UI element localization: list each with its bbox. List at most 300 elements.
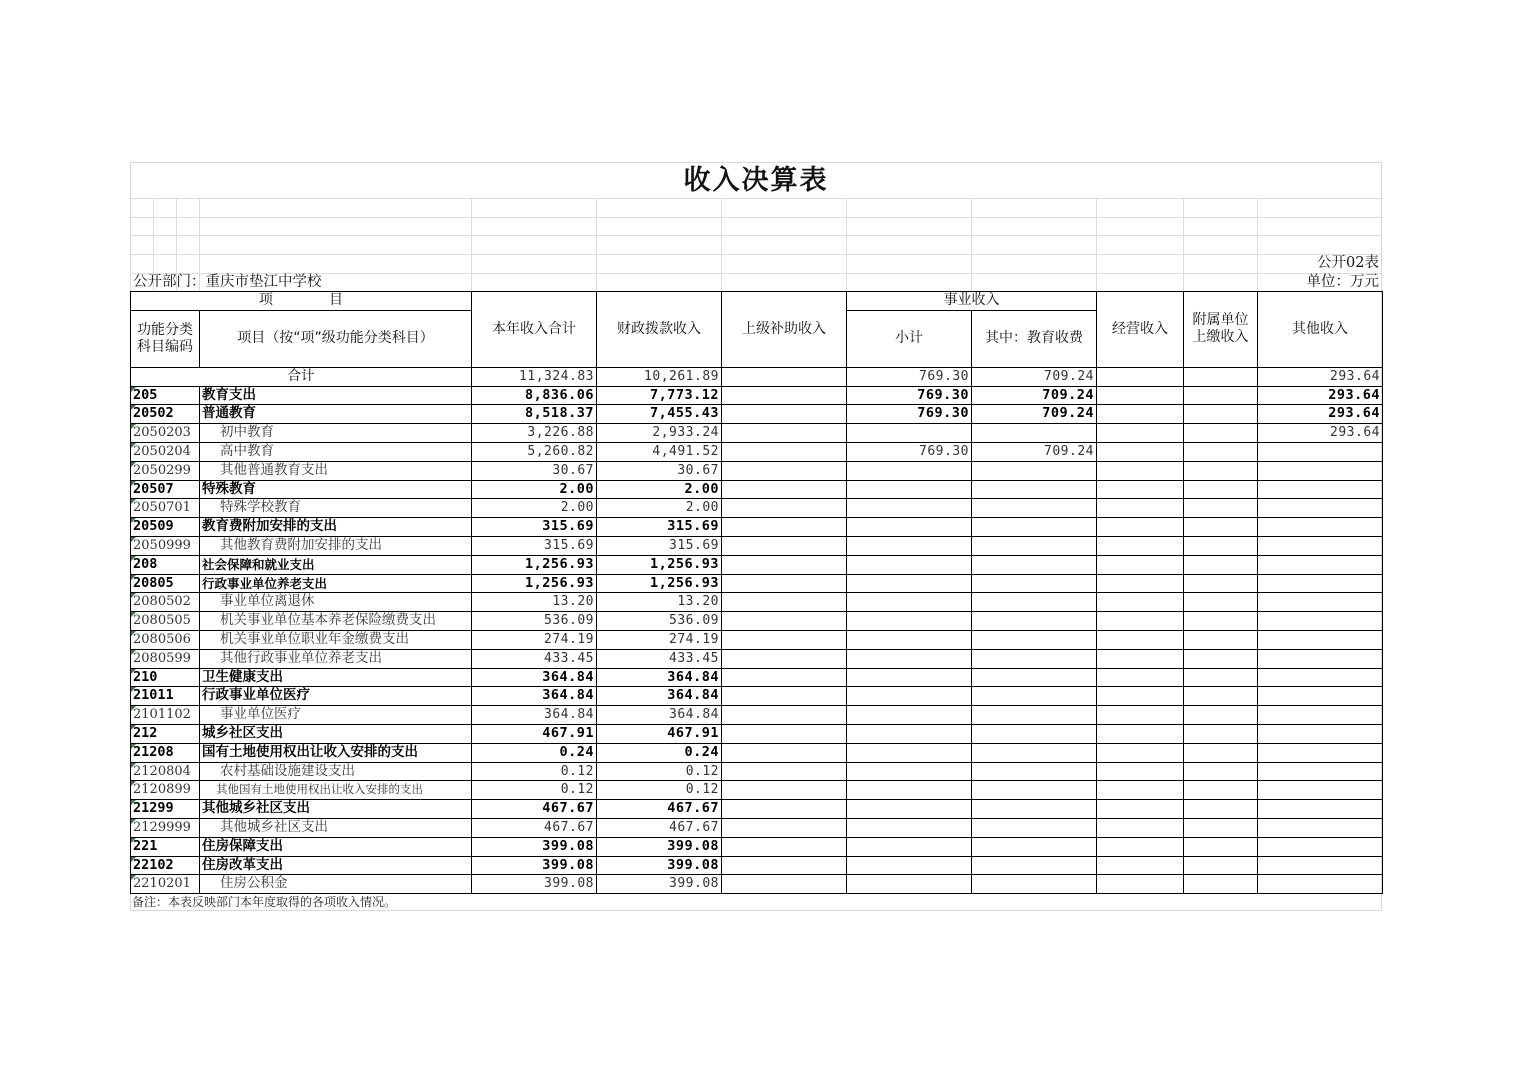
row-code: 2120804 [131,762,200,781]
row-affiliated [1184,837,1258,856]
income-table [130,291,1383,894]
row-other: 293.64 [1258,405,1383,424]
row-operating [1097,649,1184,668]
header-business: 事业收入 [847,292,1097,311]
table-row [131,424,1383,443]
row-affiliated [1184,649,1258,668]
row-name: 行政事业单位养老支出 [200,574,472,593]
row-other: 293.64 [1258,424,1383,443]
row-edu-fee [972,668,1097,687]
row-edu-fee [972,593,1097,612]
row-affiliated [1184,405,1258,424]
row-upper [722,499,847,518]
row-operating [1097,518,1184,537]
row-affiliated [1184,424,1258,443]
row-affiliated [1184,518,1258,537]
header-subtotal: 小计 [847,310,972,367]
row-total: 364.84 [472,668,597,687]
row-upper [722,875,847,894]
row-upper [722,480,847,499]
row-fiscal: 433.45 [597,649,722,668]
row-total: 364.84 [472,687,597,706]
row-upper [722,837,847,856]
row-affiliated [1184,555,1258,574]
row-affiliated [1184,536,1258,555]
row-total: 315.69 [472,536,597,555]
row-code: 2050204 [131,442,200,461]
total-upper [722,367,847,386]
row-upper [722,668,847,687]
total-fiscal: 10,261.89 [597,367,722,386]
row-code: 2050299 [131,461,200,480]
row-edu-fee [972,837,1097,856]
row-code: 2101102 [131,706,200,725]
table-row [131,386,1383,405]
row-affiliated [1184,743,1258,762]
row-operating [1097,818,1184,837]
grid-line [1096,198,1097,291]
row-name: 其他城乡社区支出 [200,818,472,837]
row-name: 其他教育费附加安排的支出 [200,536,472,555]
row-operating [1097,630,1184,649]
row-other [1258,837,1383,856]
row-total: 0.12 [472,762,597,781]
row-fiscal: 467.67 [597,818,722,837]
row-fiscal: 274.19 [597,630,722,649]
row-subtotal [847,555,972,574]
table-row [131,743,1383,762]
row-total: 2.00 [472,499,597,518]
row-total: 0.12 [472,781,597,800]
row-fiscal: 467.67 [597,800,722,819]
table-row [131,405,1383,424]
row-code: 2210201 [131,875,200,894]
row-other: 293.64 [1258,386,1383,405]
row-other [1258,781,1383,800]
row-name: 社会保障和就业支出 [200,555,472,574]
row-fiscal: 315.69 [597,518,722,537]
row-other [1258,649,1383,668]
row-name: 住房公积金 [200,875,472,894]
row-name: 特殊教育 [200,480,472,499]
row-code: 20502 [131,405,200,424]
row-operating [1097,424,1184,443]
table-row [131,461,1383,480]
row-name: 国有土地使用权出让收入安排的支出 [200,743,472,762]
table-row [131,480,1383,499]
row-name: 教育费附加安排的支出 [200,518,472,537]
row-affiliated [1184,687,1258,706]
row-affiliated [1184,386,1258,405]
row-operating [1097,405,1184,424]
row-upper [722,424,847,443]
row-affiliated [1184,593,1258,612]
row-other [1258,630,1383,649]
row-operating [1097,442,1184,461]
row-total: 399.08 [472,856,597,875]
row-name: 机关事业单位基本养老保险缴费支出 [200,612,472,631]
row-upper [722,818,847,837]
row-fiscal: 315.69 [597,536,722,555]
row-name: 高中教育 [200,442,472,461]
row-affiliated [1184,461,1258,480]
row-edu-fee [972,724,1097,743]
row-name: 特殊学校教育 [200,499,472,518]
row-other [1258,875,1383,894]
table-row [131,649,1383,668]
row-upper [722,762,847,781]
row-total: 5,260.82 [472,442,597,461]
table-row [131,687,1383,706]
row-edu-fee [972,875,1097,894]
row-edu-fee [972,536,1097,555]
row-upper [722,405,847,424]
row-other [1258,593,1383,612]
row-name: 城乡社区支出 [200,724,472,743]
row-subtotal [847,668,972,687]
row-edu-fee [972,818,1097,837]
row-subtotal [847,574,972,593]
row-total: 8,518.37 [472,405,597,424]
row-fiscal: 0.24 [597,743,722,762]
row-code: 210 [131,668,200,687]
header-affiliated: 附属单位上缴收入 [1184,292,1258,368]
row-operating [1097,499,1184,518]
row-name: 其他国有土地使用权出让收入安排的支出 [200,781,472,800]
footnote: 备注：本表反映部门本年度取得的各项收入情况。 [132,895,397,909]
row-edu-fee [972,555,1097,574]
row-total: 399.08 [472,837,597,856]
row-operating [1097,724,1184,743]
row-affiliated [1184,480,1258,499]
row-edu-fee: 709.24 [972,405,1097,424]
row-affiliated [1184,499,1258,518]
row-code: 21208 [131,743,200,762]
row-other [1258,856,1383,875]
total-edu-fee: 709.24 [972,367,1097,386]
row-operating [1097,800,1184,819]
row-fiscal: 0.12 [597,762,722,781]
table-row [131,781,1383,800]
row-total: 274.19 [472,630,597,649]
row-name: 教育支出 [200,386,472,405]
row-name: 事业单位医疗 [200,706,472,725]
row-subtotal [847,818,972,837]
row-operating [1097,743,1184,762]
table-row [131,818,1383,837]
row-other [1258,762,1383,781]
form-number: 公开02表 [1317,255,1379,271]
row-fiscal: 30.67 [597,461,722,480]
table-row [131,499,1383,518]
row-subtotal [847,800,972,819]
row-other [1258,442,1383,461]
row-other [1258,536,1383,555]
row-other [1258,612,1383,631]
row-subtotal [847,875,972,894]
header-total: 本年收入合计 [472,292,597,368]
row-other [1258,461,1383,480]
row-operating [1097,536,1184,555]
row-affiliated [1184,612,1258,631]
row-subtotal [847,518,972,537]
row-code: 2050203 [131,424,200,443]
row-operating [1097,386,1184,405]
row-other [1258,499,1383,518]
row-upper [722,724,847,743]
table-row [131,706,1383,725]
row-code: 20805 [131,574,200,593]
table-row [131,668,1383,687]
row-total: 536.09 [472,612,597,631]
row-code: 2129999 [131,818,200,837]
row-name: 行政事业单位医疗 [200,687,472,706]
header-operating: 经营收入 [1097,292,1184,368]
row-fiscal: 467.91 [597,724,722,743]
grid-line [596,198,597,291]
row-upper [722,649,847,668]
row-total: 364.84 [472,706,597,725]
row-other [1258,706,1383,725]
total-label: 合计 [131,367,472,386]
row-total: 399.08 [472,875,597,894]
row-upper [722,856,847,875]
row-edu-fee: 709.24 [972,386,1097,405]
row-name: 初中教育 [200,424,472,443]
row-affiliated [1184,724,1258,743]
row-affiliated [1184,668,1258,687]
row-code: 21299 [131,800,200,819]
header-fiscal: 财政拨款收入 [597,292,722,368]
row-affiliated [1184,762,1258,781]
row-operating [1097,593,1184,612]
row-code: 22102 [131,856,200,875]
row-affiliated [1184,856,1258,875]
row-total: 467.67 [472,818,597,837]
department-label: 公开部门：重庆市垫江中学校 [133,274,322,290]
row-name: 卫生健康支出 [200,668,472,687]
row-operating [1097,555,1184,574]
row-code: 2080505 [131,612,200,631]
row-edu-fee [972,424,1097,443]
row-affiliated [1184,574,1258,593]
table-row [131,630,1383,649]
row-upper [722,630,847,649]
row-subtotal [847,536,972,555]
row-subtotal [847,762,972,781]
row-other [1258,668,1383,687]
row-name: 住房保障支出 [200,837,472,856]
table-row [131,593,1383,612]
header-other: 其他收入 [1258,292,1383,368]
row-edu-fee [972,687,1097,706]
header-edu-fee: 其中：教育收费 [972,310,1097,367]
row-total: 467.67 [472,800,597,819]
row-other [1258,743,1383,762]
table-row [131,612,1383,631]
row-other [1258,800,1383,819]
row-fiscal: 399.08 [597,875,722,894]
row-subtotal [847,837,972,856]
row-upper [722,706,847,725]
table-row [131,555,1383,574]
row-other [1258,518,1383,537]
row-operating [1097,687,1184,706]
row-upper [722,743,847,762]
header-item: 项目（按“项”级功能分类科目） [200,310,472,367]
row-subtotal [847,724,972,743]
row-fiscal: 1,256.93 [597,555,722,574]
row-upper [722,518,847,537]
row-subtotal [847,593,972,612]
page-title: 收入决算表 [683,165,829,196]
row-fiscal: 364.84 [597,706,722,725]
row-upper [722,800,847,819]
row-edu-fee [972,781,1097,800]
row-total: 3,226.88 [472,424,597,443]
row-affiliated [1184,706,1258,725]
row-operating [1097,837,1184,856]
row-total: 1,256.93 [472,555,597,574]
header-upper: 上级补助收入 [722,292,847,368]
row-fiscal: 536.09 [597,612,722,631]
row-edu-fee [972,480,1097,499]
row-fiscal: 0.12 [597,781,722,800]
row-total: 0.24 [472,743,597,762]
row-subtotal [847,706,972,725]
row-fiscal: 13.20 [597,593,722,612]
total-subtotal: 769.30 [847,367,972,386]
row-code: 2050999 [131,536,200,555]
row-subtotal [847,480,972,499]
row-upper [722,593,847,612]
row-affiliated [1184,800,1258,819]
row-edu-fee [972,630,1097,649]
row-name: 其他普通教育支出 [200,461,472,480]
row-operating [1097,762,1184,781]
unit-label: 单位：万元 [1306,274,1379,290]
row-subtotal [847,612,972,631]
row-operating [1097,875,1184,894]
row-upper [722,442,847,461]
row-edu-fee: 709.24 [972,442,1097,461]
total-other: 293.64 [1258,367,1383,386]
row-fiscal: 2.00 [597,480,722,499]
table-row [131,875,1383,894]
table-row [131,442,1383,461]
header-project: 项 目 [131,292,472,311]
row-fiscal: 2.00 [597,499,722,518]
row-code: 20507 [131,480,200,499]
row-code: 2050701 [131,499,200,518]
row-upper [722,612,847,631]
table-row [131,536,1383,555]
row-name: 农村基础设施建设支出 [200,762,472,781]
grid-line [846,198,847,291]
row-name: 机关事业单位职业年金缴费支出 [200,630,472,649]
row-affiliated [1184,781,1258,800]
row-name: 普通教育 [200,405,472,424]
row-code: 208 [131,555,200,574]
total-total: 11,324.83 [472,367,597,386]
row-fiscal: 7,773.12 [597,386,722,405]
row-code: 2120899 [131,781,200,800]
table-row [131,724,1383,743]
row-code: 205 [131,386,200,405]
row-code: 212 [131,724,200,743]
row-total: 315.69 [472,518,597,537]
row-fiscal: 7,455.43 [597,405,722,424]
table-row [131,762,1383,781]
grid-line [971,198,972,291]
row-subtotal [847,781,972,800]
row-subtotal [847,630,972,649]
row-total: 2.00 [472,480,597,499]
row-subtotal [847,743,972,762]
row-edu-fee [972,574,1097,593]
row-operating [1097,612,1184,631]
grid-line [1183,198,1184,291]
row-subtotal: 769.30 [847,405,972,424]
grid-line [471,198,472,291]
header-code: 功能分类科目编码 [131,310,200,367]
row-fiscal: 399.08 [597,856,722,875]
table-row [131,837,1383,856]
row-upper [722,461,847,480]
total-affiliated [1184,367,1258,386]
table-row [131,518,1383,537]
row-code: 2080502 [131,593,200,612]
row-subtotal [847,424,972,443]
table-row [131,800,1383,819]
row-fiscal: 1,256.93 [597,574,722,593]
row-code: 21011 [131,687,200,706]
row-edu-fee [972,649,1097,668]
table-row [131,574,1383,593]
row-edu-fee [972,856,1097,875]
grid-line [1257,198,1258,291]
row-other [1258,555,1383,574]
row-edu-fee [972,706,1097,725]
row-name: 住房改革支出 [200,856,472,875]
row-other [1258,687,1383,706]
row-total: 8,836.06 [472,386,597,405]
row-total: 13.20 [472,593,597,612]
row-operating [1097,461,1184,480]
row-affiliated [1184,630,1258,649]
row-total: 433.45 [472,649,597,668]
row-subtotal [847,687,972,706]
row-fiscal: 4,491.52 [597,442,722,461]
row-upper [722,536,847,555]
grid-line [721,198,722,291]
row-affiliated [1184,875,1258,894]
row-fiscal: 364.84 [597,687,722,706]
row-subtotal [847,649,972,668]
row-fiscal: 364.84 [597,668,722,687]
row-upper [722,687,847,706]
row-code: 2080506 [131,630,200,649]
row-edu-fee [972,762,1097,781]
row-name: 其他行政事业单位养老支出 [200,649,472,668]
row-code: 20509 [131,518,200,537]
row-upper [722,574,847,593]
row-upper [722,386,847,405]
row-edu-fee [972,461,1097,480]
row-code: 2080599 [131,649,200,668]
row-operating [1097,706,1184,725]
row-operating [1097,668,1184,687]
